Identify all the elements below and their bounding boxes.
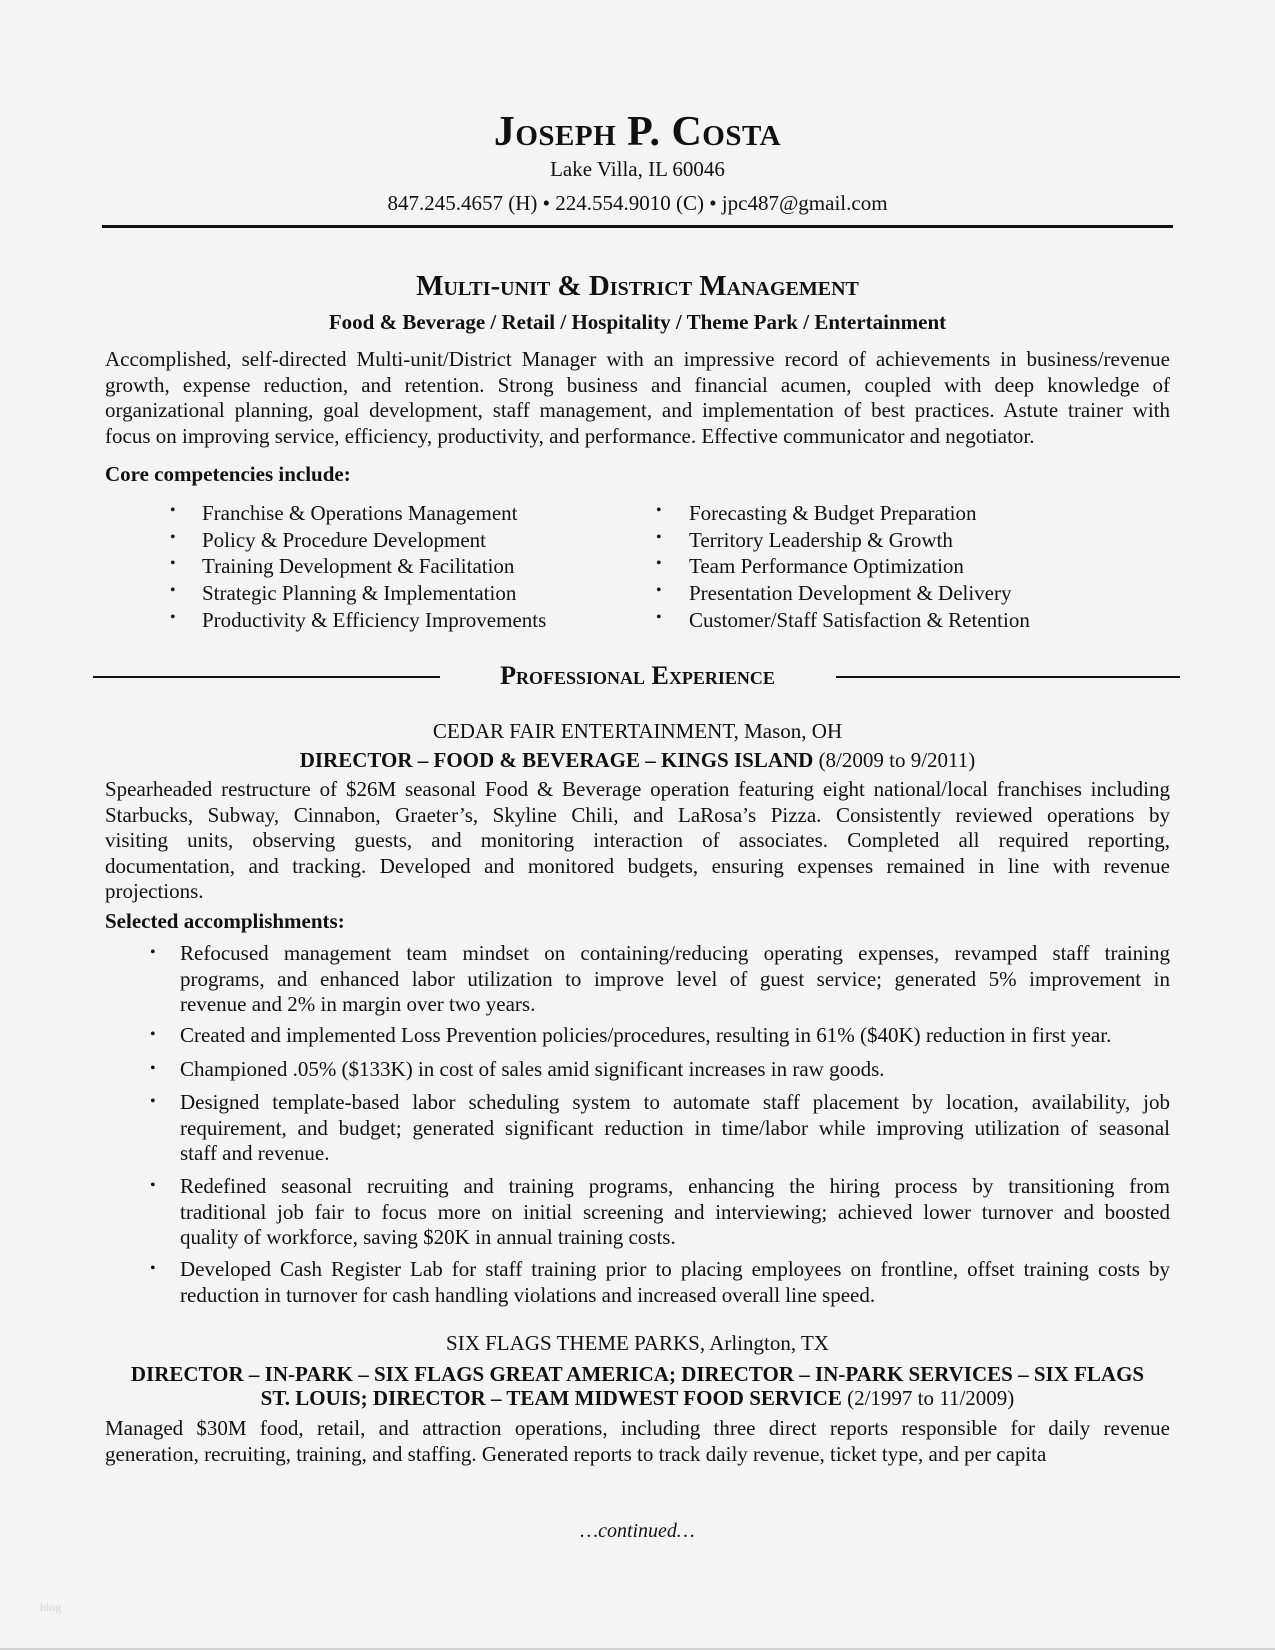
job-title-text: ST. LOUIS; DIRECTOR – TEAM MIDWEST FOOD SERVICE	[260, 1386, 842, 1410]
text-line: Created and implemented Loss Prevention policies/procedures, resulting in 61% ($40K) reduction in first year.	[180, 1023, 1112, 1047]
bullet-icon: •	[170, 528, 176, 546]
text-line: requirement, and budget; generated significant reduction in time/labor while improving utilization of seasonal	[180, 1115, 1170, 1140]
accomplishment-item	[180, 1090, 1170, 1167]
headline: Multi-unit & District Management	[416, 270, 859, 302]
competency-item: Policy & Procedure Development	[202, 527, 487, 552]
bullet-icon: •	[150, 1026, 156, 1043]
bullet-icon: •	[170, 502, 176, 519]
job-company: SIX FLAGS THEME PARKS, Arlington, TX	[446, 1331, 829, 1355]
text-line: Championed .05% ($133K) in cost of sales amid significant increases in raw goods.	[180, 1057, 885, 1081]
section-divider-right	[836, 676, 1180, 678]
bullet-icon: •	[656, 582, 662, 600]
text-line: Managed $30M food, retail, and attraction operations, including three direct reports responsible for daily revenue	[105, 1416, 1170, 1440]
accomplishment-item	[180, 1023, 1170, 1049]
header-divider	[102, 225, 1173, 228]
text-line: Refocused management team mindset on containing/reducing operating expenses, revamped staff training	[180, 941, 1170, 965]
summary-paragraph	[105, 347, 1170, 449]
competency-item: Productivity & Efficiency Improvements	[202, 607, 547, 632]
text-line: Designed template-based labor scheduling system to automate staff placement by location, availability, job	[180, 1090, 1170, 1114]
bullet-icon: •	[150, 944, 156, 961]
text-line: reduction in turnover for cash handling violations and increased overall line speed.	[180, 1282, 876, 1307]
core-competencies-label: Core competencies include:	[105, 462, 351, 486]
bullet-icon: •	[170, 582, 176, 600]
text-line: quality of workforce, saving $20K in annual training costs.	[180, 1225, 676, 1249]
text-line: Developed Cash Register Lab for staff training prior to placing employees on frontline, offset training costs by	[180, 1257, 1170, 1281]
competency-item: Team Performance Optimization	[689, 554, 964, 579]
job-dates: (8/2009 to 9/2011)	[818, 748, 976, 772]
competency-item: Territory Leadership & Growth	[689, 527, 953, 552]
accomplishment-item	[180, 1257, 1170, 1308]
accomplishment-item	[180, 941, 1170, 1018]
job-company: CEDAR FAIR ENTERTAINMENT, Mason, OH	[432, 719, 843, 743]
text-line: generation, recruiting, training, and staffing. Generated reports to track daily revenue, ticket type, and per capita	[105, 1441, 1047, 1466]
text-line: staff and revenue.	[180, 1141, 330, 1165]
bullet-icon: •	[150, 1260, 156, 1277]
text-line: Accomplished, self-directed Multi-unit/District Manager with an impressive record of achievements in business/revenue	[105, 347, 1170, 371]
text-line: revenue and 2% in margin over two years.	[180, 992, 536, 1016]
accomplishment-item	[180, 1174, 1170, 1251]
job-title	[0, 1386, 1275, 1411]
text-line: Starbucks, Subway, Cinnabon, Graeter’s, Skyline Chili, and LaRosa’s Pizza. Consistently reviewed operations by	[105, 802, 1170, 827]
text-line: traditional job fair to focus more on initial screening and interviewing; achieved lower turnover and boosted	[180, 1199, 1170, 1224]
job-dates: (2/1997 to 11/2009)	[847, 1386, 1015, 1410]
job-title	[0, 748, 1275, 773]
bullet-icon: •	[656, 608, 662, 626]
watermark: blog	[40, 1600, 62, 1614]
text-line: Spearheaded restructure of $26M seasonal Food & Beverage operation featuring eight national/local franchises including	[105, 777, 1170, 801]
text-line: documentation, and tracking. Developed and monitored budgets, ensuring expenses remained in line with revenue	[105, 853, 1170, 878]
competency-item: Forecasting & Budget Preparation	[689, 501, 977, 525]
continued-note: …continued…	[580, 1520, 695, 1542]
experience-heading: Professional Experience	[500, 661, 775, 690]
bullet-icon: •	[150, 1060, 156, 1077]
contact-info: 847.245.4657 (H) • 224.554.9010 (C) • jpc487@gmail.com	[387, 191, 888, 215]
text-line: growth, expense reduction, and retention. Strong business and financial acumen, coupled with deep knowledge of	[105, 372, 1170, 397]
text-line: programs, and enhanced labor utilization to improve level of guest service; generated 5% improvement in	[180, 966, 1170, 991]
candidate-name: Joseph P. Costa	[493, 109, 782, 155]
job-description	[105, 777, 1170, 905]
bullet-icon: •	[170, 608, 176, 626]
text-line: organizational planning, goal development, staff management, and implementation of best practices. Astute trainer with	[105, 398, 1170, 422]
job-description	[105, 1416, 1170, 1467]
bullet-icon: •	[170, 555, 176, 573]
bullet-icon: •	[656, 502, 662, 519]
candidate-location: Lake Villa, IL 60046	[550, 157, 725, 181]
bullet-icon: •	[150, 1177, 156, 1194]
job-title: DIRECTOR – IN-PARK – SIX FLAGS GREAT AMERICA; DIRECTOR – IN-PARK SERVICES – SIX FLAGS	[130, 1362, 1145, 1386]
competency-item: Customer/Staff Satisfaction & Retention	[689, 607, 1030, 632]
text-line: Redefined seasonal recruiting and training programs, enhancing the hiring process by transitioning from	[180, 1174, 1170, 1198]
competency-item: Franchise & Operations Management	[202, 501, 518, 525]
text-line: projections.	[105, 879, 204, 903]
subheadline: Food & Beverage / Retail / Hospitality / Theme Park / Entertainment	[328, 310, 947, 334]
text-line: visiting units, observing guests, and monitoring interaction of associates. Completed all required reporting,	[105, 828, 1170, 852]
text-line: focus on improving service, efficiency, productivity, and performance. Effective communicator and negotiator.	[105, 423, 1035, 448]
competency-item: Training Development & Facilitation	[202, 554, 515, 579]
bullet-icon: •	[150, 1093, 156, 1110]
accomplishments-label: Selected accomplishments:	[105, 909, 345, 933]
job-title-text: DIRECTOR – FOOD & BEVERAGE – KINGS ISLAND	[299, 748, 814, 772]
bullet-icon: •	[656, 555, 662, 573]
competency-item: Strategic Planning & Implementation	[202, 581, 517, 606]
bullet-icon: •	[656, 528, 662, 546]
accomplishment-item	[180, 1057, 1170, 1083]
competency-item: Presentation Development & Delivery	[689, 581, 1012, 606]
